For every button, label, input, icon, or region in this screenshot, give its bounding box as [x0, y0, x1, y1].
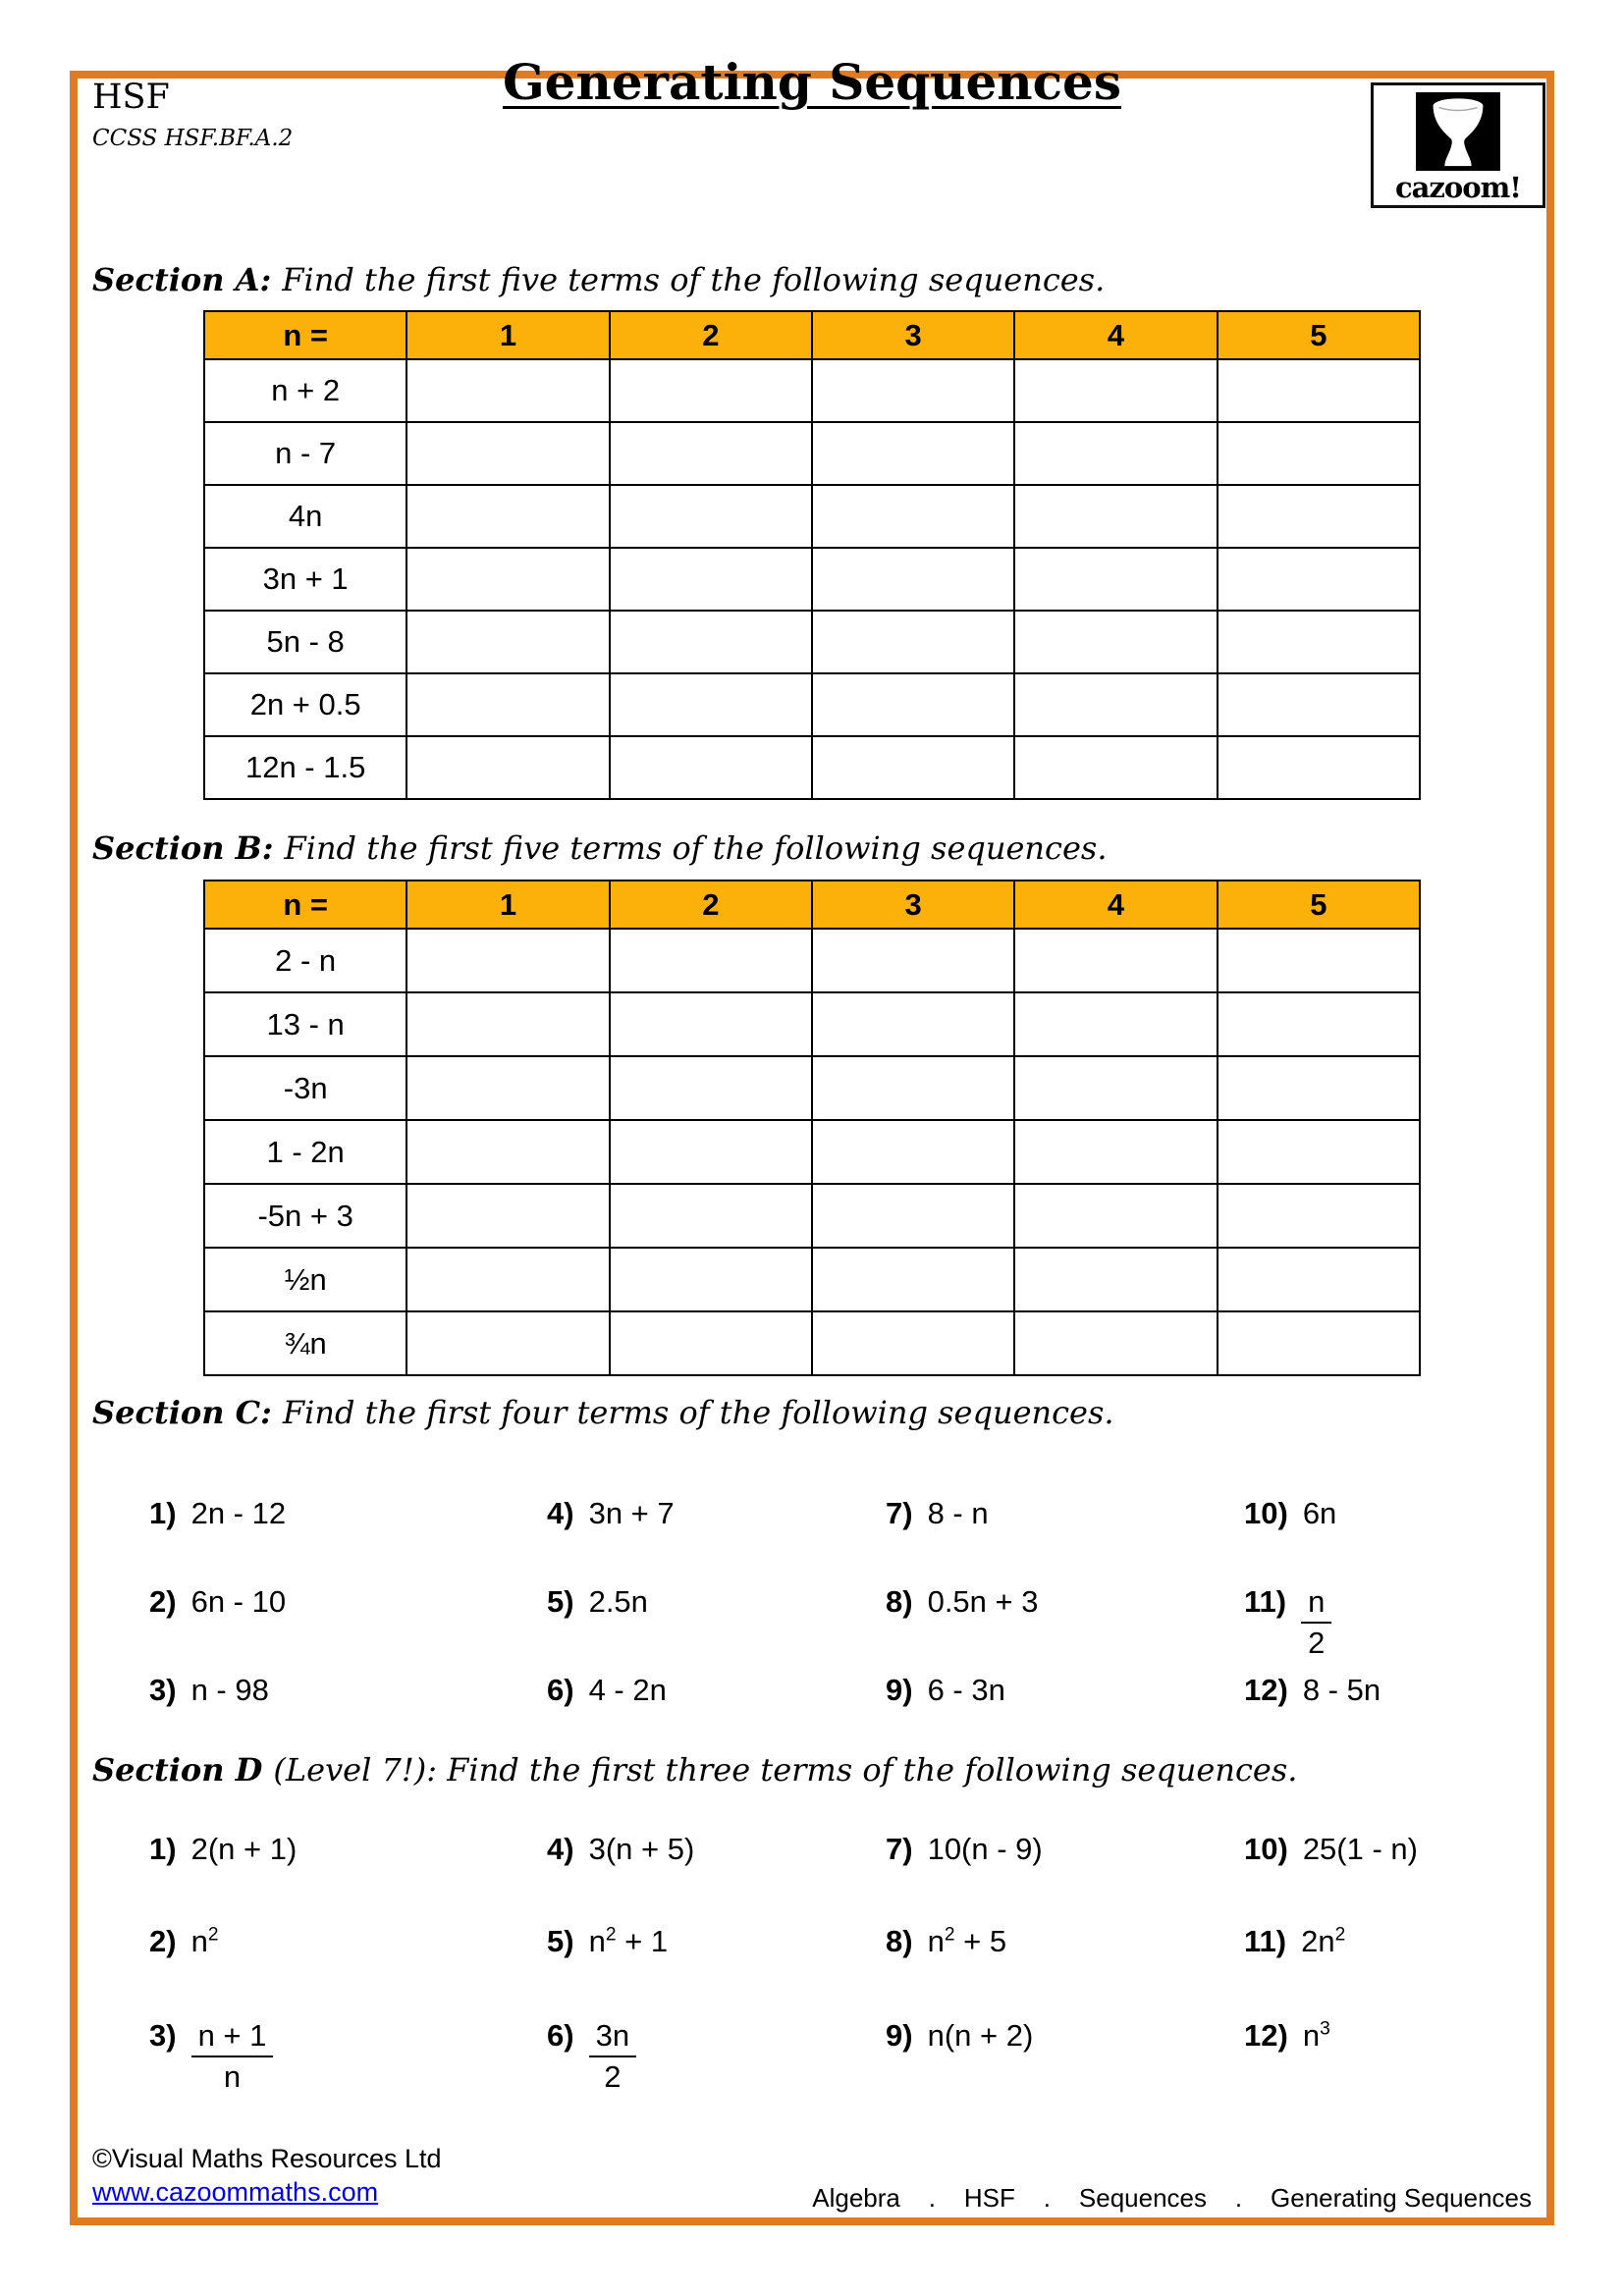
answer-cell [1014, 548, 1217, 611]
problem-c-2 [149, 1584, 547, 1673]
problem-c-8 [886, 1584, 1244, 1673]
problem-expression: 2(n + 1) [190, 1832, 298, 1866]
fraction-denominator: 2 [1308, 1625, 1326, 1660]
sequence-rule-cell: 2 - n [204, 929, 406, 992]
header-cell-3: 3 [812, 881, 1014, 929]
answer-cell [610, 422, 812, 485]
table-row [204, 1311, 1420, 1375]
problem-expression: 2n - 12 [190, 1496, 287, 1530]
problem-number: 12) [1244, 1673, 1288, 1707]
header-cell-5: 5 [1218, 881, 1420, 929]
problem-number: 11) [1244, 1584, 1287, 1619]
section-b-instruction: Find the first five terms of the following sequences. [284, 829, 1108, 867]
answer-cell [1014, 673, 1217, 736]
header-cell-3: 3 [812, 311, 1014, 359]
answer-cell [406, 929, 609, 992]
sequence-rule-cell: ½n [204, 1248, 406, 1311]
answer-cell [1014, 1184, 1217, 1248]
problem-number: 4) [547, 1496, 574, 1530]
problem-number: 5) [547, 1584, 574, 1619]
answer-cell [1218, 485, 1420, 548]
answer-cell [1218, 992, 1420, 1056]
table-row [204, 992, 1420, 1056]
answer-cell [1014, 992, 1217, 1056]
problem-number: 3) [149, 1673, 177, 1707]
answer-cell [812, 611, 1014, 673]
exponent: 2 [1334, 1924, 1346, 1946]
answer-cell [610, 736, 812, 799]
answer-cell [1014, 1311, 1217, 1375]
exponent: 2 [207, 1924, 219, 1946]
problem-expression: 6n [1302, 1496, 1337, 1530]
answer-cell [1014, 359, 1217, 422]
section-b-label: Section B: [92, 829, 274, 867]
answer-cell [1218, 548, 1420, 611]
sequence-rule-cell: 5n - 8 [204, 611, 406, 673]
sequence-rule-cell: 12n - 1.5 [204, 736, 406, 799]
problem-number: 2) [149, 1584, 177, 1619]
fraction-numerator: n [1301, 1584, 1331, 1624]
sequence-rule-cell: -5n + 3 [204, 1184, 406, 1248]
sequence-rule-cell: -3n [204, 1056, 406, 1120]
answer-cell [610, 1248, 812, 1311]
answer-cell [610, 359, 812, 422]
answer-cell [812, 736, 1014, 799]
problem-d-10 [1244, 1832, 1565, 1924]
problem-number: 9) [886, 2018, 913, 2053]
answer-cell [610, 1311, 812, 1375]
problem-d-2 [149, 1924, 547, 2018]
answer-cell [812, 485, 1014, 548]
answer-cell [406, 992, 609, 1056]
section-d-problems [149, 1832, 1565, 2094]
answer-cell [610, 992, 812, 1056]
answer-cell [406, 359, 609, 422]
section-c-instruction: Find the first four terms of the following sequences. [282, 1394, 1114, 1431]
fraction-denominator: n [223, 2058, 242, 2094]
table-row [204, 736, 1420, 799]
problem-number: 10) [1244, 1832, 1288, 1866]
answer-cell [406, 1311, 609, 1375]
problem-expression: 8 - n [927, 1496, 989, 1530]
answer-cell [406, 736, 609, 799]
problem-c-12 [1244, 1673, 1565, 1708]
section-d-label: Section D [92, 1751, 263, 1789]
problem-d-11 [1244, 1924, 1565, 2018]
fraction-numerator: n + 1 [191, 2018, 274, 2057]
answer-cell [1014, 422, 1217, 485]
section-b-heading [92, 829, 1107, 867]
problem-expression: $n^2 + 1$ [588, 1924, 669, 1958]
answer-cell [812, 1184, 1014, 1248]
answer-cell [406, 1248, 609, 1311]
table-row [204, 1120, 1420, 1184]
sequence-rule-cell: 13 - n [204, 992, 406, 1056]
cazoom-logo [1371, 82, 1545, 208]
problem-number: 12) [1244, 2018, 1288, 2053]
header-cell-n: n = [204, 881, 406, 929]
sequence-rule-cell: 4n [204, 485, 406, 548]
answer-cell [1218, 1056, 1420, 1120]
ccss-standard: CCSS HSF.BF.A.2 [92, 126, 294, 151]
problem-number: 8) [886, 1584, 913, 1619]
problem-number: 5) [547, 1924, 574, 1958]
table-row [204, 673, 1420, 736]
answer-cell [406, 485, 609, 548]
problem-d-1 [149, 1832, 547, 1924]
topic-code: HSF [92, 78, 170, 117]
problem-c-1 [149, 1496, 547, 1584]
problem-number: 2) [149, 1924, 177, 1958]
answer-cell [1218, 1311, 1420, 1375]
table-row [204, 359, 1420, 422]
sequence-rule-cell: 3n + 1 [204, 548, 406, 611]
problem-number: 1) [149, 1496, 177, 1530]
answer-cell [406, 673, 609, 736]
answer-cell [406, 1120, 609, 1184]
problem-number: 10) [1244, 1496, 1288, 1530]
problem-number: 6) [547, 1673, 574, 1707]
problem-d-6 [547, 2018, 886, 2094]
section-c-heading [92, 1394, 1114, 1431]
table-row [204, 1184, 1420, 1248]
answer-cell [406, 548, 609, 611]
table-row [204, 485, 1420, 548]
answer-cell [1218, 422, 1420, 485]
problem-c-3 [149, 1673, 547, 1708]
table-row [204, 611, 1420, 673]
problem-c-5 [547, 1584, 886, 1673]
logo-wordmark: cazoom! [1394, 171, 1522, 204]
section-d-heading [92, 1751, 1297, 1789]
section-d-instruction: (Level 7!): Find the first three terms of the following sequences. [273, 1751, 1298, 1789]
problem-expression: 0.5n + 3 [927, 1584, 1039, 1619]
answer-cell [1218, 611, 1420, 673]
problem-d-4 [547, 1832, 886, 1924]
table-row [204, 1248, 1420, 1311]
problem-number: 9) [886, 1673, 913, 1707]
header-cell-1: 1 [406, 311, 609, 359]
answer-cell [610, 1120, 812, 1184]
answer-cell [610, 929, 812, 992]
table-row [204, 1056, 1420, 1120]
section-b-table [203, 880, 1421, 1376]
answer-cell [610, 548, 812, 611]
header-cell-n: n = [204, 311, 406, 359]
problem-expression: 10(n - 9) [927, 1832, 1043, 1866]
answer-cell [1218, 1184, 1420, 1248]
sequence-rule-cell: n + 2 [204, 359, 406, 422]
answer-cell [812, 422, 1014, 485]
section-c-problems [149, 1496, 1565, 1708]
header-cell-5: 5 [1218, 311, 1420, 359]
problem-d-9 [886, 2018, 1244, 2094]
header-cell-2: 2 [610, 881, 812, 929]
problem-number: 4) [547, 1832, 574, 1866]
problem-number: 1) [149, 1832, 177, 1866]
table-header-row [204, 881, 1420, 929]
answer-cell [610, 485, 812, 548]
answer-cell [406, 1056, 609, 1120]
answer-cell [812, 548, 1014, 611]
answer-cell [610, 1184, 812, 1248]
answer-cell [812, 1248, 1014, 1311]
problem-expression: 6 - 3n [927, 1673, 1005, 1707]
problem-number: 7) [886, 1496, 913, 1530]
problem-c-11 [1244, 1584, 1565, 1673]
problem-c-10 [1244, 1496, 1565, 1584]
table-header-row [204, 311, 1420, 359]
sequence-rule-cell: ¾n [204, 1311, 406, 1375]
answer-cell [812, 1311, 1014, 1375]
answer-cell [1014, 485, 1217, 548]
answer-cell [610, 1056, 812, 1120]
fraction-expression [589, 2018, 636, 2094]
breadcrumb: Algebra . HSF . Sequences . Generating Sequences [812, 2183, 1532, 2213]
problem-d-7 [886, 1832, 1244, 1924]
answer-cell [1218, 1248, 1420, 1311]
problem-d-5 [547, 1924, 886, 2018]
problem-c-7 [886, 1496, 1244, 1584]
problem-expression: $n^2 + 5$ [927, 1924, 1007, 1958]
answer-cell [812, 673, 1014, 736]
problem-number: 7) [886, 1832, 913, 1866]
section-c-label: Section C: [92, 1394, 272, 1431]
answer-cell [812, 359, 1014, 422]
answer-cell [1218, 929, 1420, 992]
fraction-numerator: 3n [589, 2018, 636, 2057]
problem-expression: 3n + 7 [588, 1496, 675, 1530]
answer-cell [406, 1184, 609, 1248]
exponent: 2 [944, 1924, 955, 1946]
fraction-expression [191, 2018, 274, 2094]
problem-number: 3) [149, 2018, 177, 2053]
problem-d-8 [886, 1924, 1244, 2018]
problem-expression: $n^2$ [190, 1924, 219, 1958]
problem-expression: 2.5n [588, 1584, 648, 1619]
table-row [204, 548, 1420, 611]
answer-cell [812, 992, 1014, 1056]
answer-cell [1014, 1056, 1217, 1120]
answer-cell [1014, 736, 1217, 799]
problem-expression: 3(n + 5) [588, 1832, 695, 1866]
table-row [204, 929, 1420, 992]
problem-expression: n(n + 2) [927, 2018, 1034, 2053]
answer-cell [1014, 611, 1217, 673]
answer-cell [812, 929, 1014, 992]
fraction-denominator: 2 [604, 2058, 622, 2094]
problem-expression: n - 98 [190, 1673, 269, 1707]
answer-cell [406, 422, 609, 485]
exponent: 2 [605, 1924, 617, 1946]
table-row [204, 422, 1420, 485]
problem-number: 6) [547, 2018, 574, 2053]
problem-expression: 4 - 2n [588, 1673, 667, 1707]
problem-c-6 [547, 1673, 886, 1708]
sequence-rule-cell: 2n + 0.5 [204, 673, 406, 736]
page-title: Generating Sequences [502, 53, 1122, 111]
answer-cell [1218, 1120, 1420, 1184]
website-link[interactable]: www.cazoommaths.com [92, 2177, 379, 2207]
answer-cell [1218, 359, 1420, 422]
copyright-text: ©Visual Maths Resources Ltd [92, 2144, 442, 2173]
section-a-instruction: Find the first five terms of the following sequences. [282, 261, 1106, 298]
answer-cell [610, 611, 812, 673]
drum-icon [1416, 92, 1500, 171]
answer-cell [1014, 1248, 1217, 1311]
answer-cell [1014, 929, 1217, 992]
problem-expression: 25(1 - n) [1302, 1832, 1418, 1866]
section-a-table [203, 310, 1421, 800]
problem-d-3 [149, 2018, 547, 2094]
section-a-heading [92, 261, 1105, 298]
answer-cell [406, 611, 609, 673]
problem-expression: 8 - 5n [1302, 1673, 1381, 1707]
answer-cell [1218, 673, 1420, 736]
sequence-rule-cell: n - 7 [204, 422, 406, 485]
problem-c-4 [547, 1496, 886, 1584]
header-cell-2: 2 [610, 311, 812, 359]
exponent: 3 [1320, 2018, 1330, 2040]
answer-cell [812, 1056, 1014, 1120]
fraction-expression [1301, 1584, 1331, 1660]
answer-cell [610, 673, 812, 736]
sequence-rule-cell: 1 - 2n [204, 1120, 406, 1184]
problem-d-12 [1244, 2018, 1565, 2094]
problem-c-9 [886, 1673, 1244, 1708]
header-cell-1: 1 [406, 881, 609, 929]
header-cell-4: 4 [1014, 881, 1217, 929]
answer-cell [1014, 1120, 1217, 1184]
section-a-label: Section A: [92, 261, 272, 298]
header-cell-4: 4 [1014, 311, 1217, 359]
problem-expression: $n^3$ [1302, 2018, 1330, 2053]
answer-cell [1218, 736, 1420, 799]
problem-number: 11) [1244, 1924, 1287, 1958]
problem-expression: 6n - 10 [190, 1584, 287, 1619]
problem-number: 8) [886, 1924, 913, 1958]
problem-expression: $2n^2$ [1301, 1924, 1346, 1958]
answer-cell [812, 1120, 1014, 1184]
